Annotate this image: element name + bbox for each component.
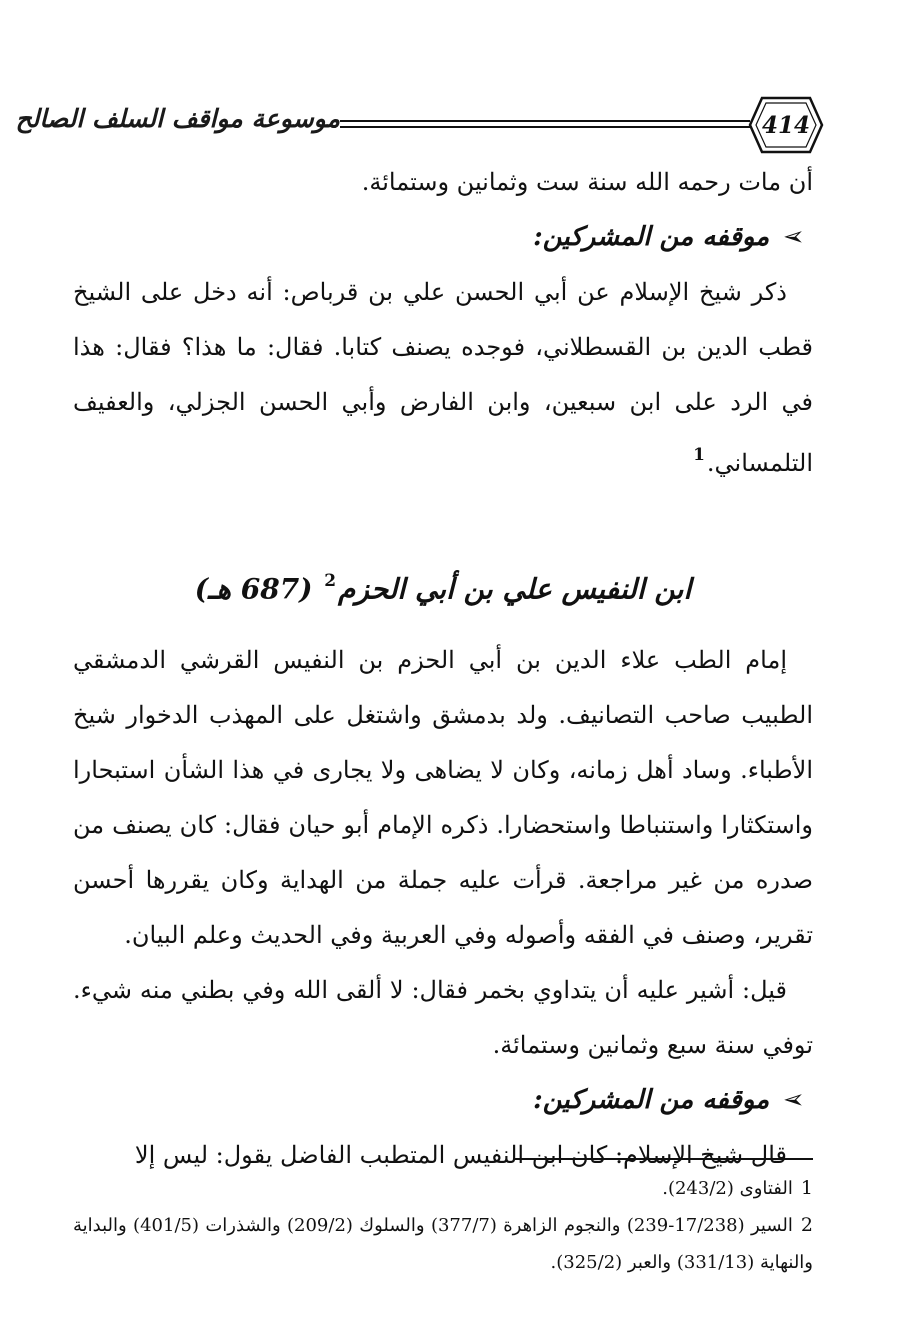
running-header xyxy=(15,92,825,162)
arrow-marker-icon: ➢ xyxy=(783,222,805,252)
paragraph: قال شيخ الإسلام: كان ابن النفيس المتطبب الفاضل يقول: ليس إلا xyxy=(134,1141,787,1170)
footnote xyxy=(73,1170,813,1207)
section-subheading xyxy=(73,1073,813,1128)
arrow-marker-icon: ➢ xyxy=(783,1085,805,1116)
subheading-text: موقفه من المشركين: xyxy=(533,222,770,252)
entry-title xyxy=(73,553,813,619)
paragraph: قيل: أشير عليه أن يتداوي بخمر فقال: لا ألقى الله وفي بطني منه شيء. توفي سنة سبع وثمانين وستمائة. xyxy=(73,976,813,1060)
main-content xyxy=(73,155,813,1183)
paragraph: أن مات رحمه الله سنة ست وثمانين وستمائة. xyxy=(361,168,813,196)
footnote-number: 2 xyxy=(800,1214,814,1236)
footnote-ref: 2 xyxy=(324,571,337,591)
footnote xyxy=(73,1207,813,1281)
footnote-text: الفتاوى (243/2). xyxy=(662,1178,793,1199)
paragraph: إمام الطب علاء الدين بن أبي الحزم بن النفيس القرشي الدمشقي الطبيب صاحب التصانيف. ولد بدمشق واشتغل على المهذب الدخوار شيخ الأطباء. وساد أهل زمانه، وكان لا يضاهى ولا يجارى في هذا الشأن استبحارا واستكثارا واستنباطا واستحضارا. ذكره الإمام أبو حيان فقال: كان يصنف من صدره من غير مراجعة. قرأت عليه جملة من الهداية وكان يقررها أحسن تقرير، وصنف في الفقه وأصوله وفي العربية وفي الحديث وعلم البيان. xyxy=(73,646,813,950)
subheading-text: موقفه من المشركين: xyxy=(533,1085,770,1116)
footnote-text: السير (17/238-239) والنجوم الزاهرة (377/7) والسلوك (209/2) والشذرات (401/5) والبداية والنهاية (331/13) والعبر (325/2). xyxy=(73,1215,813,1273)
footnotes xyxy=(73,1170,813,1281)
footnote-number: 1 xyxy=(800,1177,813,1199)
footnote-divider xyxy=(513,1158,813,1160)
paragraph xyxy=(73,265,813,491)
header-rule xyxy=(340,120,750,128)
page-number: 414 xyxy=(761,112,810,139)
footnote-ref: 1 xyxy=(693,445,705,465)
paragraph-text: ذكر شيخ الإسلام عن أبي الحسن علي بن قرباص: أنه دخل على الشيخ قطب الدين بن القسطلاني، فوجده يصنف كتابا. فقال: ما هذا؟ فقال: هذا في الرد على ابن سبعين، وابن الفارض وأبي الحسن الجزلي، والعفيف التلمساني. xyxy=(73,278,813,477)
book-title: موسوعة مواقف السلف الصالح xyxy=(15,104,340,133)
section-subheading xyxy=(73,210,813,265)
page-badge xyxy=(748,92,824,158)
entry-title-name: ابن النفيس علي بن أبي الحزم xyxy=(338,572,692,606)
entry-title-date: (687 هـ) xyxy=(194,572,313,606)
